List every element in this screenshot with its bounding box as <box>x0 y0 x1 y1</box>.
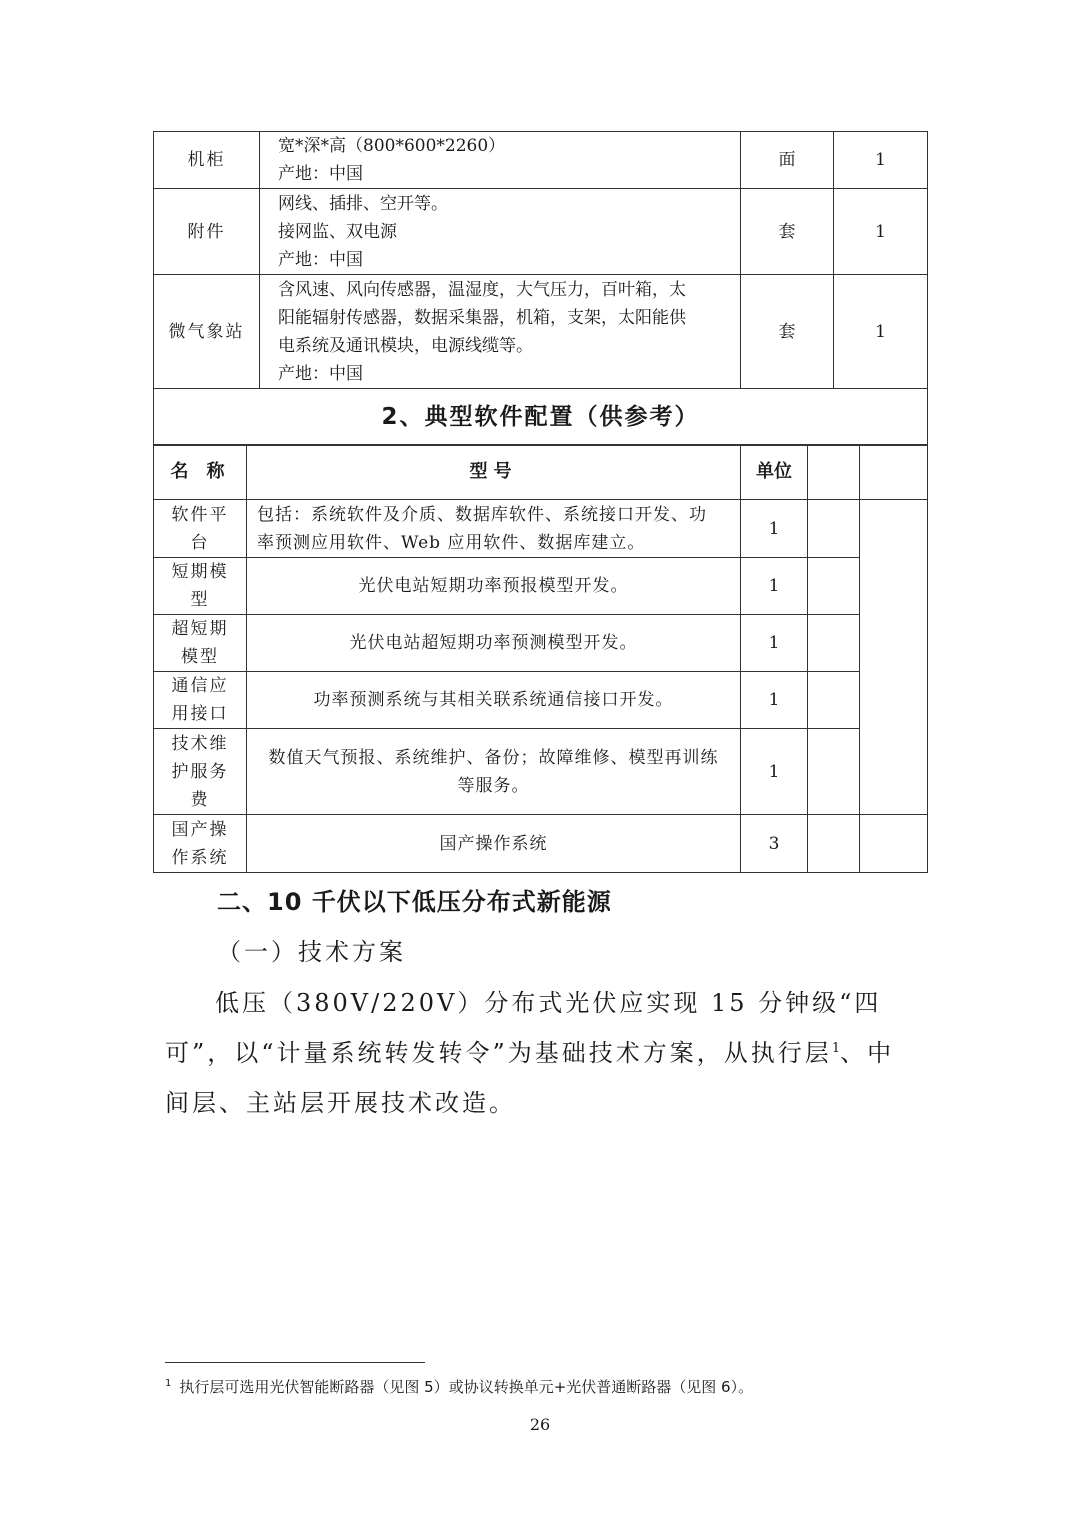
table-row <box>154 558 928 615</box>
footnote-reference[interactable]: 1 <box>831 1041 841 1056</box>
software-name <box>154 672 247 729</box>
software-model <box>247 729 741 815</box>
name-line: 短期模 <box>171 562 229 582</box>
software-qty: 1 <box>741 500 808 558</box>
table-row <box>154 132 928 189</box>
item-spec <box>260 275 741 389</box>
spec-line: 网线、插排、空开等。 <box>278 193 448 214</box>
table-row <box>154 615 928 672</box>
software-name <box>154 558 247 615</box>
item-name: 微气象站 <box>154 275 260 389</box>
footnote-text: 执行层可选用光伏智能断路器（见图 5）或协议转换单元+光伏普通断路器（见图 6）。 <box>179 1378 754 1396</box>
item-unit: 套 <box>741 275 834 389</box>
item-qty: 1 <box>834 132 928 189</box>
header-name: 名称 <box>154 445 247 500</box>
header-empty <box>808 445 860 500</box>
software-qty: 1 <box>741 729 808 815</box>
footnote-divider <box>165 1362 425 1363</box>
spec-line: 阳能辐射传感器，数据采集器，机箱，支架，太阳能供 <box>278 307 686 328</box>
item-qty: 1 <box>834 189 928 275</box>
body-paragraph <box>165 978 921 1128</box>
table-row <box>154 815 928 873</box>
spec-line: 产地：中国 <box>278 164 363 184</box>
empty-cell <box>808 500 860 558</box>
hardware-table <box>153 131 928 446</box>
software-model <box>247 500 741 558</box>
sub-heading: （一）技术方案 <box>217 938 406 966</box>
header-unit: 单位 <box>741 445 808 500</box>
spec-line: 含风速、风向传感器，温湿度，大气压力，百叶箱，太 <box>278 279 686 300</box>
name-line: 通信应 <box>171 676 229 696</box>
item-unit: 套 <box>741 189 834 275</box>
name-line: 费 <box>190 789 210 810</box>
item-name: 机柜 <box>154 132 260 189</box>
paragraph-text: 、中间层、主站层开展技术改造。 <box>165 1039 895 1117</box>
empty-cell-merged <box>860 500 928 815</box>
model-line: 功率预测系统与其相关联系统通信接口开发。 <box>313 690 674 710</box>
name-line: 国产操 <box>171 819 229 840</box>
table-row <box>154 275 928 389</box>
footnote <box>165 1376 753 1397</box>
name-line: 型 <box>190 590 210 610</box>
header-empty <box>860 445 928 500</box>
software-name <box>154 729 247 815</box>
software-qty: 1 <box>741 558 808 615</box>
model-line: 包括：系统软件及介质、数据库软件、系统接口开发、功 <box>257 504 707 525</box>
model-line: 等服务。 <box>457 775 530 796</box>
spec-line: 产地：中国 <box>278 249 363 270</box>
name-line: 台 <box>190 532 210 553</box>
empty-cell <box>808 558 860 615</box>
software-model <box>247 815 741 873</box>
item-qty: 1 <box>834 275 928 389</box>
name-line: 模型 <box>181 647 219 667</box>
software-model <box>247 672 741 729</box>
software-name <box>154 615 247 672</box>
table-row <box>154 729 928 815</box>
model-line: 光伏电站短期功率预报模型开发。 <box>358 576 629 596</box>
software-model <box>247 615 741 672</box>
name-line: 技术维 <box>171 733 229 754</box>
item-name: 附件 <box>154 189 260 275</box>
name-line: 用接口 <box>171 704 229 724</box>
empty-cell <box>860 815 928 873</box>
spec-line: 接网监、双电源 <box>278 221 397 242</box>
empty-cell <box>808 729 860 815</box>
name-line: 作系统 <box>171 847 229 868</box>
empty-cell <box>808 672 860 729</box>
paragraph-text: 低压（380V/220V）分布式光伏应实现 15 分钟级“四可”，以“计量系统转发转令”为基础技术方案，从执行层 <box>165 989 882 1067</box>
model-line: 光伏电站超短期功率预测模型开发。 <box>349 633 638 653</box>
model-line: 率预测应用软件、Web 应用软件、数据库建立。 <box>257 532 646 553</box>
table-row <box>154 189 928 275</box>
software-qty: 3 <box>741 815 808 873</box>
spec-line: 产地：中国 <box>278 363 363 384</box>
software-qty: 1 <box>741 672 808 729</box>
table-row <box>154 500 928 558</box>
footnote-mark: 1 <box>165 1378 172 1389</box>
spec-line: 电系统及通讯模块，电源线缆等。 <box>278 335 533 356</box>
page-number: 26 <box>529 1415 551 1434</box>
header-model: 型号 <box>247 445 741 500</box>
empty-cell <box>808 815 860 873</box>
software-name <box>154 815 247 873</box>
name-line: 软件平 <box>171 504 229 525</box>
spec-line: 宽*深*高（800*600*2260） <box>278 136 506 156</box>
section-title-row <box>154 389 928 446</box>
model-line: 国产操作系统 <box>439 833 548 854</box>
item-spec <box>260 132 741 189</box>
software-table <box>153 444 928 873</box>
item-spec <box>260 189 741 275</box>
software-qty: 1 <box>741 615 808 672</box>
model-line: 数值天气预报、系统维护、备份；故障维修、模型再训练 <box>268 747 719 768</box>
empty-cell <box>808 615 860 672</box>
table-row <box>154 672 928 729</box>
table-header-row <box>154 445 928 500</box>
item-unit: 面 <box>741 132 834 189</box>
name-line: 护服务 <box>171 761 229 782</box>
name-line: 超短期 <box>171 619 229 639</box>
section-heading: 二、10 千伏以下低压分布式新能源 <box>217 888 612 916</box>
software-name <box>154 500 247 558</box>
software-section-title: 2、典型软件配置（供参考） <box>154 389 928 446</box>
software-model <box>247 558 741 615</box>
